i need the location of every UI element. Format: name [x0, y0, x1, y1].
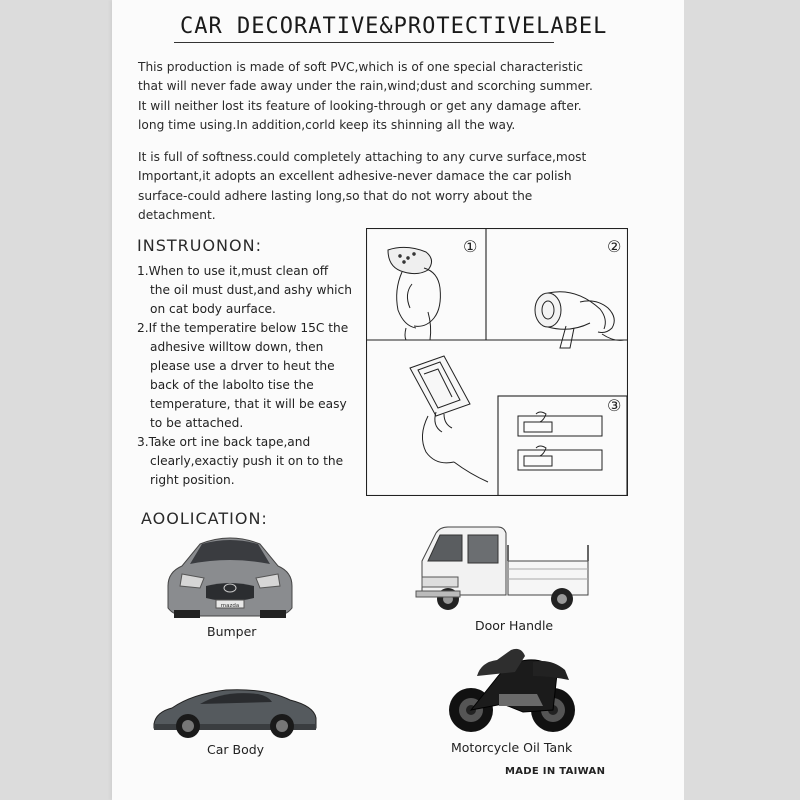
step-line: on cat body aurface. — [150, 302, 276, 316]
softness-line: detachment. — [138, 207, 216, 222]
title-underline — [174, 42, 554, 43]
intro-line: It will neither lost its feature of looking-through or get any damage after. — [138, 98, 582, 113]
step-3-marker: ③ — [607, 396, 622, 415]
sports-car-image — [150, 680, 320, 740]
step-line: clearly,exactiy push it on to the — [150, 454, 344, 468]
intro-line: that will never fade away under the rain,wind;dust and scorching summer. — [138, 79, 593, 94]
bumper-caption: Bumper — [207, 624, 257, 639]
instruction-heading: INSTRUONON: — [137, 236, 262, 255]
step-line: 2.If the temperatire below 15C the — [137, 321, 349, 335]
intro-line: long time using.In addition,corld keep its shinning all the way. — [138, 117, 516, 132]
softness-paragraph — [138, 148, 608, 225]
made-in-label: MADE IN TAIWAN — [505, 766, 606, 777]
softness-line: surface-could adhere lasting long,so that do not worry about the — [138, 188, 533, 203]
intro-line: This production is made of soft PVC,which is of one special characteristic — [138, 60, 583, 74]
application-heading: AOOLICATION: — [141, 509, 268, 528]
step-line: temperature, that it will be easy — [150, 397, 347, 411]
car-brand-label: mazda — [220, 603, 240, 609]
step-line: please use a drver to heut the — [150, 359, 335, 373]
softness-line: Important,it adopts an excellent adhesive-never damace the car polish — [138, 169, 572, 184]
instruction-diagram — [366, 228, 628, 496]
step-line: to be attached. — [150, 416, 244, 430]
step-line: 3.Take ort ine back tape,and — [137, 435, 311, 449]
motorcycle-caption: Motorcycle Oil Tank — [451, 740, 573, 755]
step-line: right position. — [150, 473, 235, 487]
applied-label-icon — [518, 412, 602, 470]
page-title: CAR DECORATIVE&PROTECTIVELABEL — [180, 14, 608, 39]
truck-image — [412, 525, 592, 615]
instruction-steps — [137, 262, 367, 490]
apply-label-icon — [410, 356, 488, 482]
step-line: the oil must dust,and ashy which — [150, 283, 352, 297]
step-1-marker: ① — [463, 237, 478, 256]
car-body-caption: Car Body — [207, 742, 265, 757]
sedan-front-image — [160, 530, 300, 622]
motorcycle-image — [437, 640, 587, 736]
intro-paragraph — [138, 58, 608, 135]
door-handle-caption: Door Handle — [475, 618, 554, 633]
step-line: 1.When to use it,must clean off — [137, 264, 329, 278]
cloth-hand-icon — [388, 247, 440, 340]
softness-line: It is full of softness.could completely attaching to any curve surface,most — [138, 150, 587, 164]
step-2-marker: ② — [607, 237, 622, 256]
step-line: adhesive willtow down, then — [150, 340, 324, 354]
step-line: back of the labolto tise the — [150, 378, 314, 392]
